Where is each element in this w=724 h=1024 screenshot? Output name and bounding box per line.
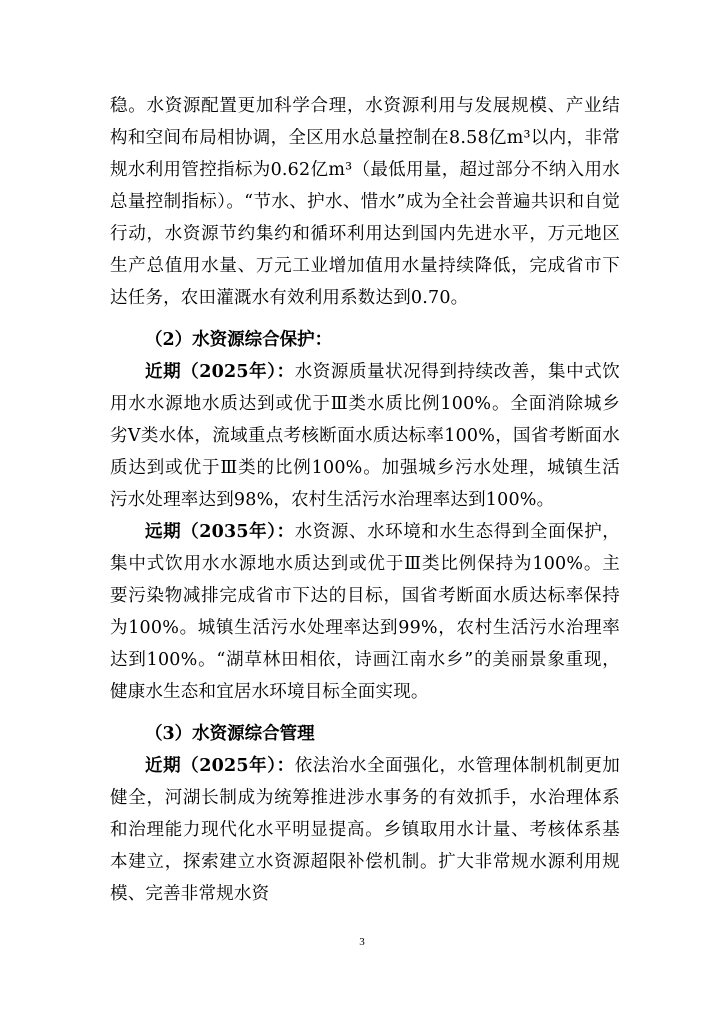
paragraph-continuation: 稳。水资源配置更加科学合理，水资源利用与发展规模、产业结构和空间布局相协调，全区用水总量控制在8.58亿m³以内，非常规水利用管控指标为0.62亿m³（最低用量，超过部分不纳入用水总量控制指标）。“节水、护水、惜水”成为全社会普遍共识和自觉行动，水资源节约集约和循环利用达到国内先进水平，万元地区生产总值用水量、万元工业增加值用水量持续降低，完成省市下达任务，农田灌溉水有效利用系数达到0.70。 [110, 96, 620, 308]
paragraph-protection-long-term [110, 516, 620, 708]
lead-near-term: 近期（2025年）： [145, 362, 295, 382]
section-heading-management: （3）水资源综合管理 [145, 724, 315, 744]
section-heading-protection: （2）水资源综合保护： [145, 330, 333, 350]
spacer [110, 708, 620, 718]
paragraph-protection-near-term [110, 356, 620, 516]
lead-long-term: 远期（2035年）： [145, 522, 295, 542]
spacer [110, 314, 620, 324]
page-number: 3 [359, 936, 365, 948]
body-text [110, 90, 620, 910]
text-management-near-term: 依法治水全面强化，水管理体制机制更加健全，河湖长制成为统筹推进涉水事务的有效抓手，水治理体系和治理能力现代化水平明显提高。乡镇取用水计量、考核体系基本建立，探索建立水资源超限补偿机制。扩大非常规水源利用规模、完善非常规水资 [110, 756, 620, 904]
text-long-term: 水资源、水环境和水生态得到全面保护，集中式饮用水水源地水质达到或优于Ⅲ类比例保持为100%。主要污染物减排完成省市下达的目标，国省考断面水质达标率保持为100%。城镇生活污水处理率达到99%，农村生活污水治理率达到100%。“湖草林田相依，诗画江南水乡”的美丽景象重现，健康水生态和宜居水环境目标全面实现。 [110, 522, 620, 702]
lead-management-near-term: 近期（2025年）： [145, 756, 295, 776]
text-near-term: 水资源质量状况得到持续改善，集中式饮用水水源地水质达到或优于Ⅲ类水质比例100%。全面消除城乡劣Ⅴ类水体，流域重点考核断面水质达标率100%，国省考断面水质达到或优于Ⅲ类的比例100%。加强城乡污水处理，城镇生活污水处理率达到98%，农村生活污水治理率达到100%。 [110, 362, 620, 510]
paragraph-management-near-term [110, 750, 620, 910]
